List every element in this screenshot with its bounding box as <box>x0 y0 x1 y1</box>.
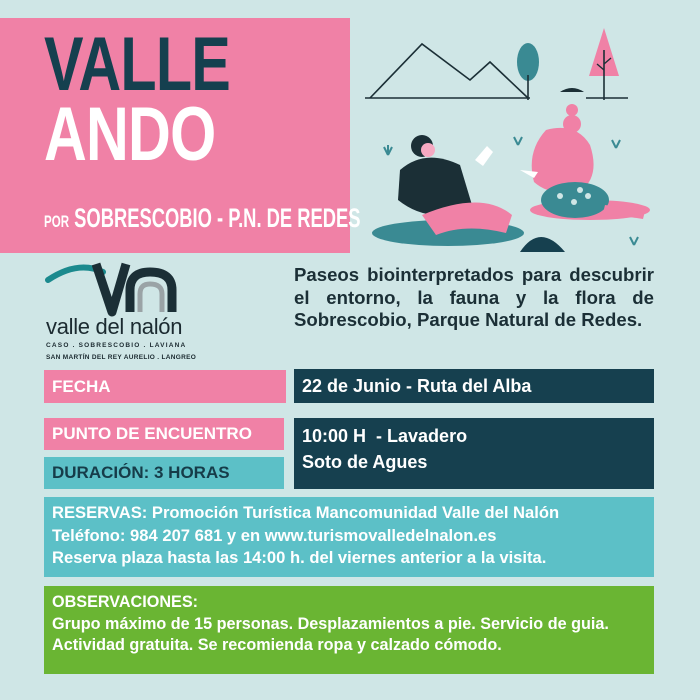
reservas-line-1: RESERVAS: Promoción Turística Mancomunidad Valle del Nalón <box>52 503 560 522</box>
fecha-value: 22 de Junio - Ruta del Alba <box>294 369 654 403</box>
title-subtitle <box>44 203 361 234</box>
punto-encuentro-value <box>294 418 654 489</box>
reservas-phone-line: Teléfono: 984 207 681 y en www.turismovalledelnalon.es <box>52 525 497 545</box>
punto-encuentro-label: PUNTO DE ENCUENTRO <box>44 418 284 450</box>
duracion-label: DURACIÓN: 3 HORAS <box>44 457 284 489</box>
logo-name: valle del nalón <box>46 314 183 339</box>
title-line-2: ANDO <box>44 92 216 177</box>
rock-icon <box>520 237 565 252</box>
reservas-deadline-line: Reserva plaza hasta las 14:00 h. del viernes anterior a la visita. <box>52 548 547 567</box>
observaciones-box <box>44 586 654 674</box>
description-text: Paseos biointerpretados para descubrir el entorno, la fauna y la flora de Sobrescobio, Parque Natural de Redes. <box>294 264 654 330</box>
logo-municipalities-1: CASO . SOBRESCOBIO . LAVIANA <box>46 342 187 349</box>
subtitle-prefix: POR <box>44 212 70 231</box>
reservas-box <box>44 497 654 577</box>
observaciones-heading: OBSERVACIONES: <box>52 593 199 611</box>
punto-value-line-1: 10:00 H - Lavadero <box>302 426 468 446</box>
observaciones-line-1: Grupo máximo de 15 personas. Desplazamientos a pie. Servicio de guia. <box>52 614 609 633</box>
logo-municipalities-2: SAN MARTÍN DEL REY AURELIO . LANGREO <box>46 354 197 361</box>
punto-value-line-2: Soto de Agues <box>302 452 428 472</box>
valle-del-nalon-logo-icon <box>44 258 184 318</box>
fecha-label: FECHA <box>44 370 286 403</box>
hiking-illustration <box>360 20 660 255</box>
subtitle-main: SOBRESCOBIO - P.N. DE REDES <box>74 203 361 233</box>
title-line-1: VALLE <box>44 22 231 107</box>
observaciones-line-2: Actividad gratuita. Se recomienda ropa y calzado cómodo. <box>52 636 502 654</box>
mountains-outline <box>370 44 528 98</box>
